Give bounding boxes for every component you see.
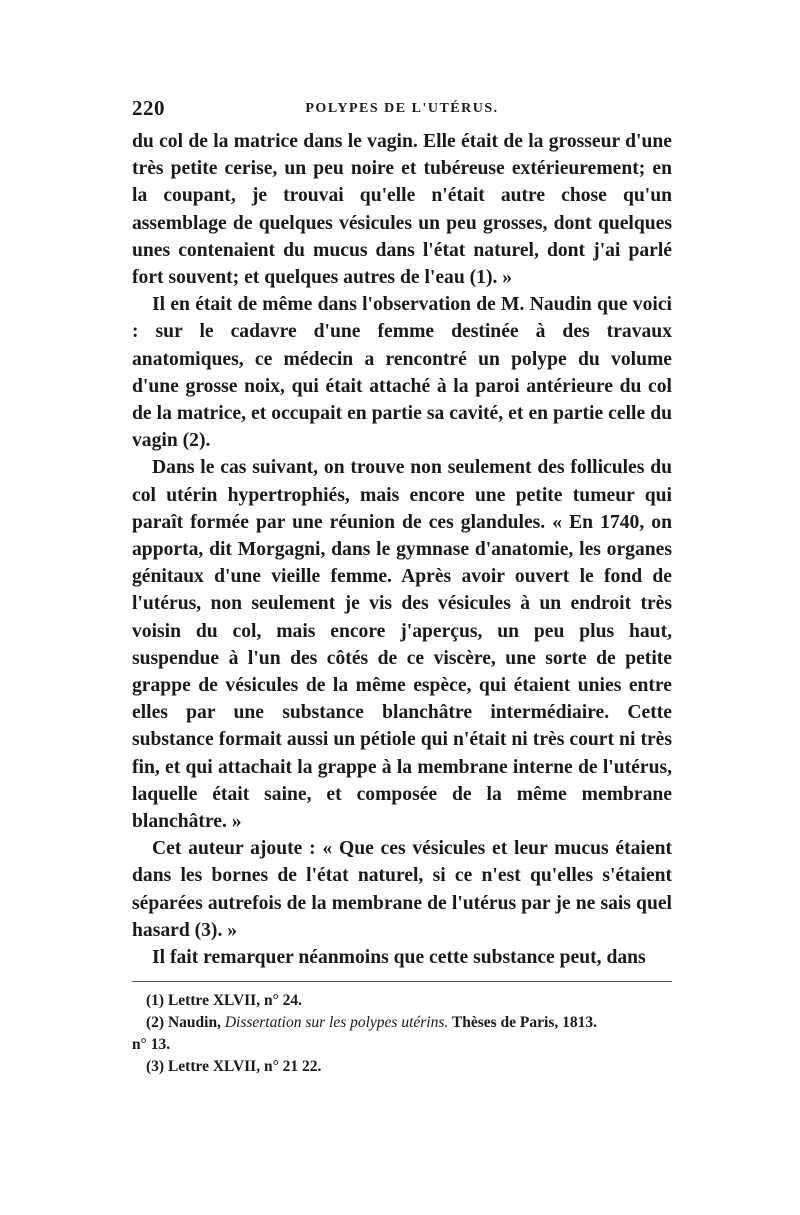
footnote-2-title: Dissertation sur les polypes utérins. <box>224 1014 449 1032</box>
footnote-2-continuation: n° 13. <box>132 1036 171 1054</box>
body-text <box>132 128 672 971</box>
page-number: 220 <box>132 96 165 120</box>
paragraph: du col de la matrice dans le vagin. Elle était de la grosseur d'une très petite cerise, un peu noire et tubéreuse extérieurement; en la coupant, je trouvai qu'elle n'était autre chose qu'un assemblage de quelques vésicules un peu grosses, dont quelques unes contenaient du mucus dans l'état naturel, dont j'ai parlé fort souvent; et quelques autres de l'eau (1). » <box>132 131 672 289</box>
paragraph: Il fait remarquer néanmoins que cette substance peut, dans <box>152 947 646 969</box>
footnotes <box>132 990 672 1078</box>
footnote-1: (1) Lettre XLVII, n° 24. <box>146 992 303 1010</box>
footnote-2 <box>132 1012 672 1034</box>
footnote-2-suffix: Thèses de Paris, 1813. <box>451 1014 597 1032</box>
footnote-2-prefix: (2) Naudin, <box>146 1014 221 1032</box>
page-header <box>132 92 672 128</box>
paragraph: Cet auteur ajoute : « Que ces vésicules et leur mucus étaient dans les bornes de l'état naturel, si ce n'est qu'elles s'étaient séparées autrefois de la membrane de l'utérus par je ne sais quel hasard (3). » <box>132 838 672 941</box>
running-title: POLYPES DE L'UTÉRUS. <box>305 101 499 116</box>
footnote-divider <box>132 981 672 982</box>
footnote-3: (3) Lettre XLVII, n° 21 22. <box>146 1058 322 1076</box>
paragraph: Dans le cas suivant, on trouve non seulement des follicules du col utérin hypertrophiés, mais encore une petite tumeur qui paraît formée par une réunion de ces glandules. « En 1740, on apporta, dit Morgagni, dans le gymnase d'anatomie, les organes génitaux d'une vieille femme. Après avoir ouvert le fond de l'utérus, non seulement je vis des vésicules à un endroit très voisin du col, mais encore j'aperçus, un peu plus haut, suspendue à l'un des côtés de ce viscère, une sorte de petite grappe de vésicules de la même espèce, qui étaient unies entre elles par une substance blanchâtre intermédiaire. Cette substance formait aussi un pétiole qui n'était ni très court ni très fin, et qui attachait la grappe à la membrane interne de l'utérus, laquelle était saine, et composée de la même membrane blanchâtre. » <box>132 457 672 833</box>
paragraph: Il en était de même dans l'observation de M. Naudin que voici : sur le cadavre d'une femme destinée à des travaux anatomiques, ce médecin a rencontré un polype du volume d'une grosse noix, qui était attaché à la paroi antérieure du col de la matrice, et occupait en partie sa cavité, et en partie celle du vagin (2). <box>132 294 672 452</box>
page <box>132 92 672 1078</box>
